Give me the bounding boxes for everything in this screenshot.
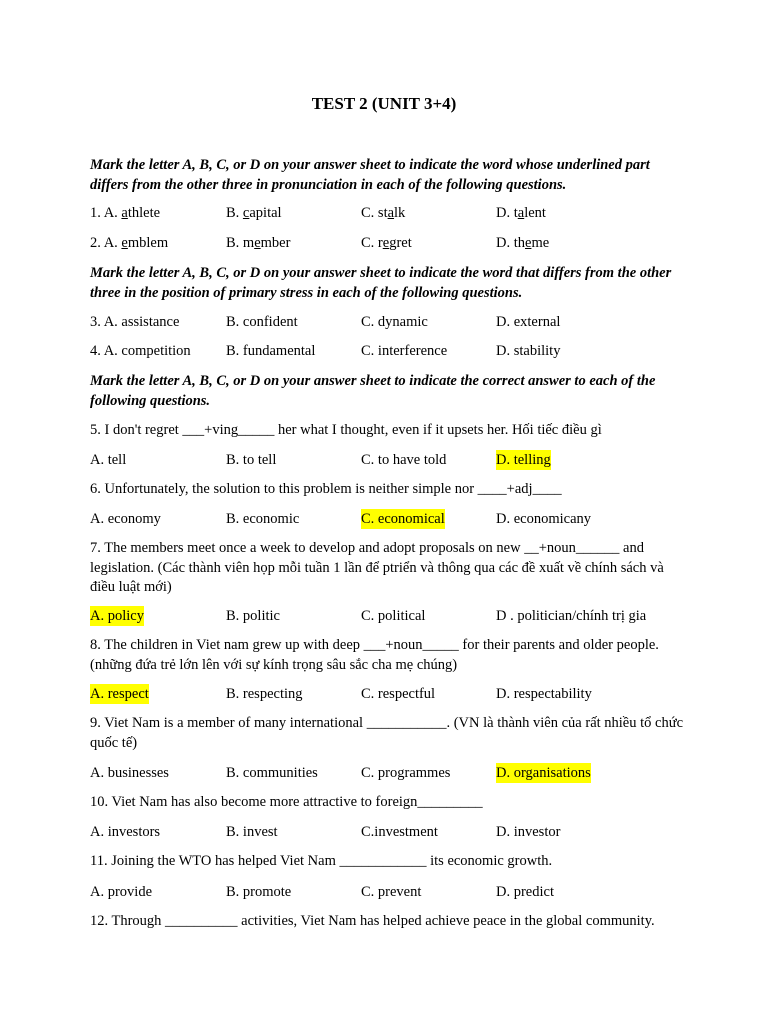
q1-option-c: C. stalk <box>361 205 406 221</box>
question-9-options <box>0 763 768 783</box>
q8-option-d: D. respectability <box>496 686 592 702</box>
q7-option-a: A. policy <box>90 608 144 624</box>
q8-option-a: A. respect <box>90 686 149 702</box>
q5-stem: 5. I don't regret ___+ving_____ her what I thought, even if it upsets her. Hối tiếc điều gì <box>90 422 602 438</box>
q6-option-d: D. economicany <box>496 511 592 527</box>
q11-option-b: B. promote <box>226 884 292 900</box>
q10-stem: 10. Viet Nam has also become more attractive to foreign_________ <box>90 794 483 810</box>
q6-stem: 6. Unfortunately, the solution to this problem is neither simple nor ____+adj____ <box>90 481 562 497</box>
q6-option-a: A. economy <box>90 511 161 527</box>
q1-option-b: B. capital <box>226 205 282 221</box>
question-10-options <box>0 822 768 842</box>
q10-option-b: B. invest <box>226 824 278 840</box>
q3-option-d: D. external <box>496 314 561 330</box>
q7-option-b: B. politic <box>226 608 280 624</box>
question-5-options <box>0 450 768 470</box>
question-8-options <box>0 684 768 704</box>
q2-option-d: D. theme <box>496 235 550 251</box>
q5-option-a: A. tell <box>90 452 127 468</box>
question-2 <box>0 233 768 253</box>
q3-option-b: B. confident <box>226 314 298 330</box>
q2-option-a: 2. A. emblem <box>90 235 169 251</box>
q11-stem: 11. Joining the WTO has helped Viet Nam ____________ its economic growth. <box>90 853 553 869</box>
q4-option-c: C. interference <box>361 343 448 359</box>
q7-option-d: D . politician/chính trị gia <box>496 608 647 624</box>
q11-option-a: A. provide <box>90 884 153 900</box>
q7-stem: 7. The members meet once a week to develop and adopt proposals on new __+noun______ and legislation. (Các thành viên họp mỗi tuần 1 lần để ptriển và thông qua các đề xuất về chính sách và điều luật mới) <box>90 540 664 595</box>
instruction-stress: Mark the letter A, B, C, or D on your answer sheet to indicate the word that differs from the other three in the position of primary stress in each of the following questions. <box>90 265 672 301</box>
q8-option-c: C. respectful <box>361 686 436 702</box>
q10-option-d: D. investor <box>496 824 561 840</box>
q8-option-b: B. respecting <box>226 686 303 702</box>
question-4 <box>0 341 768 361</box>
q3-option-a: 3. A. assistance <box>90 314 180 330</box>
q5-option-c: C. to have told <box>361 452 447 468</box>
q7-option-c: C. political <box>361 608 426 624</box>
q3-option-c: C. dynamic <box>361 314 428 330</box>
q12-stem: 12. Through __________ activities, Viet Nam has helped achieve peace in the global community. <box>90 913 655 929</box>
q1-option-a: 1. A. athlete <box>90 205 161 221</box>
question-6-options <box>0 509 768 529</box>
page-title: TEST 2 (UNIT 3+4) <box>311 94 457 113</box>
q5-option-d: D. telling <box>496 452 551 468</box>
q2-option-b: B. member <box>226 235 291 251</box>
instruction-correct-answer: Mark the letter A, B, C, or D on your answer sheet to indicate the correct answer to each of the following questions. <box>90 373 656 409</box>
q9-option-c: C. programmes <box>361 765 451 781</box>
question-3 <box>0 312 768 332</box>
q11-option-c: C. prevent <box>361 884 422 900</box>
question-11-options <box>0 882 768 902</box>
question-1 <box>0 203 768 223</box>
q9-option-b: B. communities <box>226 765 318 781</box>
q4-option-a: 4. A. competition <box>90 343 191 359</box>
question-7-options <box>0 606 768 626</box>
q4-option-b: B. fundamental <box>226 343 316 359</box>
q11-option-d: D. predict <box>496 884 554 900</box>
q6-option-c: C. economical <box>361 511 445 527</box>
q1-option-d: D. talent <box>496 205 546 221</box>
q8-stem: 8. The children in Viet nam grew up with deep ___+noun_____ for their parents and older people. (những đứa trẻ lớn lên với sự kính trọng sâu sắc cha mẹ chúng) <box>90 637 659 673</box>
q5-option-b: B. to tell <box>226 452 277 468</box>
q2-option-c: C. regret <box>361 235 412 251</box>
q9-stem: 9. Viet Nam is a member of many international ___________. (VN là thành viên của rất nhiều tổ chức quốc tế) <box>90 715 684 751</box>
q10-option-c: C.investment <box>361 824 438 840</box>
instruction-pronunciation: Mark the letter A, B, C, or D on your answer sheet to indicate the word whose underlined part differs from the other three in pronunciation in each of the following questions. <box>90 157 650 193</box>
q6-option-b: B. economic <box>226 511 300 527</box>
q10-option-a: A. investors <box>90 824 161 840</box>
q4-option-d: D. stability <box>496 343 561 359</box>
q9-option-d: D. organisations <box>496 765 591 781</box>
q9-option-a: A. businesses <box>90 765 169 781</box>
